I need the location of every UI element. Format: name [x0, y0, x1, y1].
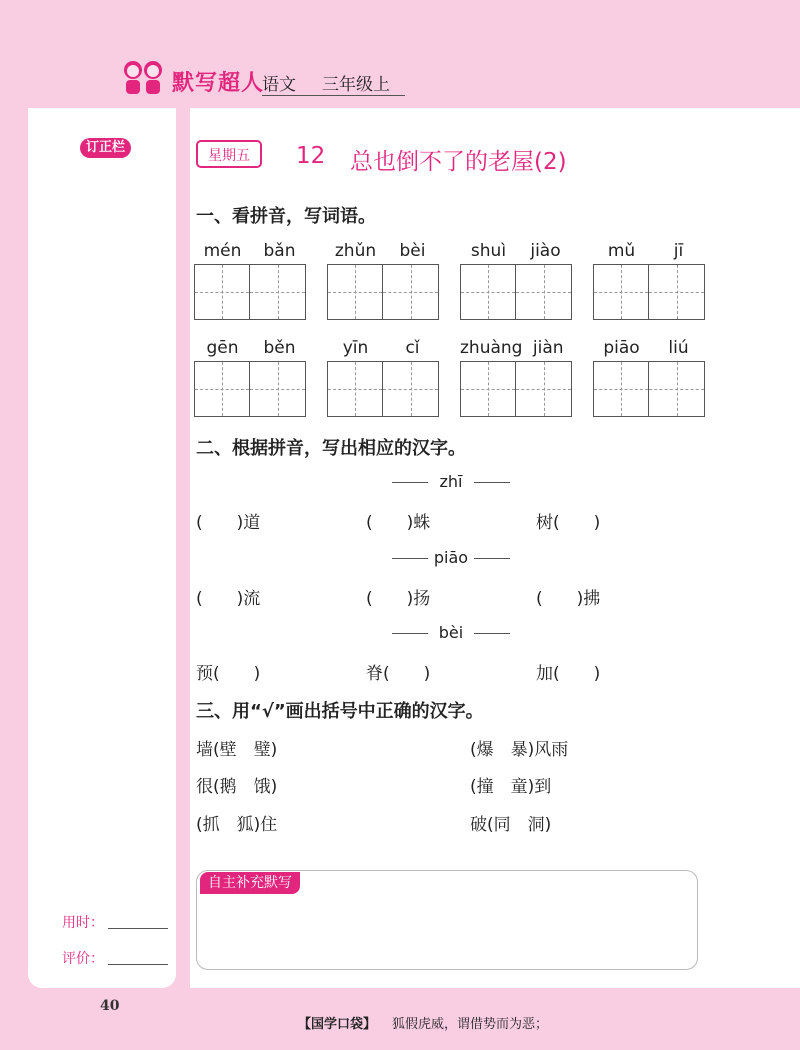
fill-blank-item[interactable]: 树( ) [536, 513, 601, 533]
section-3-heading: 三、用“√”画出括号中正确的汉字。 [196, 701, 484, 722]
fill-blank-item[interactable]: ( )蛛 [366, 513, 431, 533]
pinyin-syllable: liú [668, 338, 689, 358]
fill-blank-item[interactable]: ( )道 [196, 513, 261, 533]
supplement-label: 自主补充默写 [200, 872, 300, 894]
writing-grid-cell[interactable] [327, 264, 383, 320]
pinyin-syllable: zhuàng [460, 338, 523, 358]
writing-grid-cell[interactable] [593, 361, 649, 417]
rating-blank[interactable] [108, 964, 168, 965]
pinyin-syllable: jiàn [532, 338, 564, 358]
choice-item[interactable]: 墙(壁 璧) [196, 740, 278, 760]
writing-grid-cell[interactable] [327, 361, 383, 417]
choice-item[interactable]: (抓 狐)住 [196, 815, 278, 835]
pinyin-syllable: cǐ [405, 338, 420, 358]
footer-tag: 【国学口袋】 [298, 1017, 377, 1032]
time-label: 用时： [62, 915, 104, 931]
writing-grid-cell[interactable] [383, 264, 439, 320]
fill-blank-item[interactable]: ( )扬 [366, 589, 431, 609]
writing-grid-cell[interactable] [516, 264, 572, 320]
choice-item[interactable]: (撞 童)到 [470, 777, 552, 797]
pinyin-syllable: bǎn [263, 241, 296, 261]
fill-blank-item[interactable]: ( )拂 [536, 589, 601, 609]
writing-grid-cell[interactable] [649, 361, 705, 417]
pinyin-syllable: yīn [342, 338, 369, 358]
choice-item[interactable]: (爆 暴)风雨 [470, 740, 569, 760]
pinyin-prompt: bèi [392, 623, 510, 642]
fill-blank-item[interactable]: 脊( ) [366, 664, 431, 684]
time-blank[interactable] [108, 928, 168, 929]
pinyin-word-group [327, 240, 441, 320]
pinyin-syllable: zhǔn [334, 241, 377, 261]
pinyin-syllable: shuì [470, 241, 507, 261]
pinyin-syllable: jiào [530, 241, 561, 261]
footer-quote: 狐假虎威，谓借势而为恶； [392, 1017, 549, 1032]
writing-grid-cell[interactable] [250, 264, 306, 320]
writing-grid-cell[interactable] [250, 361, 306, 417]
correction-column-badge: 订正栏 [80, 138, 131, 158]
pinyin-syllable: mén [203, 241, 242, 261]
pinyin-word-group [194, 337, 308, 417]
rating-label: 评价： [62, 951, 104, 967]
pinyin-syllable: gēn [206, 338, 239, 358]
lesson-title: 总也倒不了的老屋(2) [350, 149, 567, 175]
pinyin-word-group [460, 337, 574, 417]
page-number: 40 [100, 998, 120, 1014]
writing-grid-cell[interactable] [194, 361, 250, 417]
writing-grid-cell[interactable] [593, 264, 649, 320]
section-1-heading: 一、看拼音，写词语。 [196, 206, 376, 227]
writing-grid-cell[interactable] [516, 361, 572, 417]
writing-grid-cell[interactable] [649, 264, 705, 320]
choice-item[interactable]: 很(鹅 饿) [196, 777, 278, 797]
pinyin-syllable: běn [263, 338, 296, 358]
writing-grid-cell[interactable] [194, 264, 250, 320]
pinyin-prompt: piāo [392, 548, 510, 567]
grade-label: 三年级上 [322, 75, 390, 95]
fill-blank-item[interactable]: 加( ) [536, 664, 601, 684]
pinyin-word-group [194, 240, 308, 320]
pinyin-syllable: jī [673, 241, 684, 261]
series-title: 默写超人 [172, 70, 265, 96]
pinyin-word-group [593, 240, 707, 320]
mascot-logo-icon [120, 58, 166, 96]
fill-blank-item[interactable]: 预( ) [196, 664, 261, 684]
pinyin-word-group [327, 337, 441, 417]
weekday-badge: 星期五 [196, 140, 262, 168]
subject-label: 语文 [262, 75, 296, 95]
writing-grid-cell[interactable] [383, 361, 439, 417]
sidebar-panel [28, 108, 176, 988]
pinyin-syllable: bèi [399, 241, 426, 261]
pinyin-syllable: mǔ [607, 241, 636, 261]
pinyin-prompt: zhī [392, 472, 510, 491]
writing-grid-cell[interactable] [460, 264, 516, 320]
pinyin-word-group [593, 337, 707, 417]
fill-blank-item[interactable]: ( )流 [196, 589, 261, 609]
section-2-heading: 二、根据拼音，写出相应的汉字。 [196, 438, 466, 459]
lesson-number: 12 [296, 143, 326, 169]
pinyin-syllable: piāo [603, 338, 640, 358]
header-underline [262, 95, 405, 96]
pinyin-word-group [460, 240, 574, 320]
choice-item[interactable]: 破(同 洞) [470, 815, 552, 835]
writing-grid-cell[interactable] [460, 361, 516, 417]
